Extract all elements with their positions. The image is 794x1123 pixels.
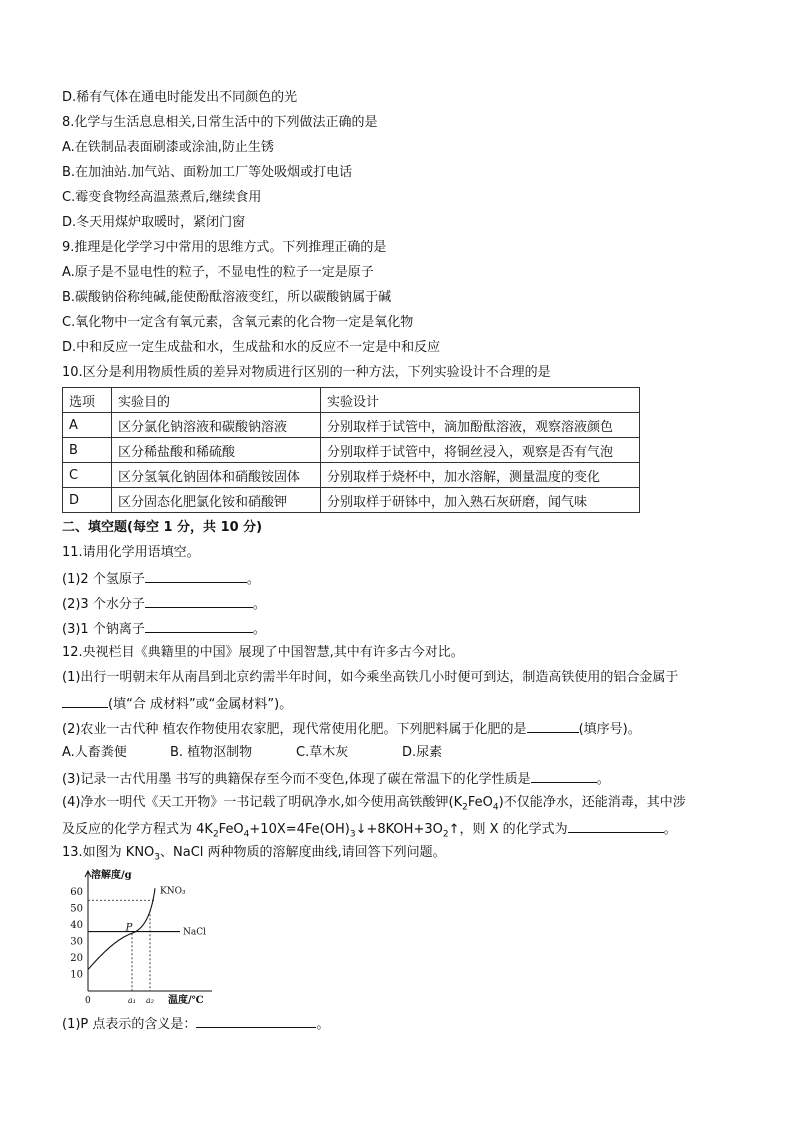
experiment-table [62, 387, 640, 513]
q12-part1-line2: (填“合 成材料”或“金属材料”)。 [62, 693, 292, 715]
q12-part4-line1: (4)净水一明代《天工开物》一书记载了明矾净水,如今使用高铁酸钾$(K_2FeO_4)$不仅能净水，还能消毒，其中涉 [62, 795, 686, 813]
q9-option-c: C.氧化物中一定含有氧元素，含氧元素的化合物一定是氧化物 [62, 315, 414, 330]
option-d: D.尿素 [402, 745, 443, 760]
solubility-chart [62, 868, 232, 1008]
q9-stem: 9.推理是化学学习中常用的思维方式。下列推理正确的是 [62, 240, 387, 255]
table-cell: 区分氯化钠溶液和碳酸钠溶液 [112, 413, 321, 438]
q12-stem: 12.央视栏目《典籍里的中国》展现了中国智慧,其中有许多古今对比。 [62, 645, 464, 660]
y-tick-label: 10 [70, 969, 83, 981]
header-design: 实验设计 [321, 388, 640, 413]
answer-blank [196, 1013, 316, 1028]
q9-option-d: D.中和反应一定生成盐和水，生成盐和水的反应不一定是中和反应 [62, 340, 441, 355]
q8-stem: 8.化学与生活息息相关,日常生活中的下列做法正确的是 [62, 115, 378, 130]
answer-blank [568, 818, 664, 833]
table-row [63, 463, 640, 488]
q12-part3: (3)记录一古代用墨 书写的典籍保存至今而不变色,体现了碳在常温下的化学性质是 。 [62, 768, 610, 790]
q8-option-c: C.霉变食物经高温蒸煮后,继续食用 [62, 190, 262, 205]
header-purpose: 实验目的 [112, 388, 321, 413]
table-cell: A [63, 413, 112, 438]
table-cell: B [63, 438, 112, 463]
q13-part1: (1)P 点表示的含义是： 。 [62, 1013, 329, 1035]
kno3-series-label: KNO₃ [160, 886, 186, 897]
table-cell: 分别取样于试管中，将铜丝浸入，观察是否有气泡 [321, 438, 640, 463]
table-cell: 区分固态化肥氯化铵和硝酸钾 [112, 488, 321, 513]
q12-part2: (2)农业一古代种 植农作物使用农家肥，现代常使用化肥。下列肥料属于化肥的是 (填序号)。 [62, 718, 641, 740]
q9-option-a: A.原子是不显电性的粒子，不显电性的粒子一定是原子 [62, 265, 374, 280]
y-axis-label: 溶解度/g [91, 870, 132, 881]
point-p-label: P [125, 922, 133, 934]
answer-blank [531, 768, 597, 783]
x-tick-label: a₂ [146, 996, 154, 1005]
q11-part2: (2)3 个水分子 。 [62, 593, 266, 615]
q7-option-d: D.稀有气体在通电时能发出不同颜色的光 [62, 90, 298, 105]
q11-part3: (3)1 个钠离子 。 [62, 618, 266, 640]
option-a: A.人畜粪便 [62, 745, 127, 760]
q11-part1: (1)2 个氢原子 。 [62, 568, 260, 590]
q8-option-b: B.在加油站.加气站、面粉加工厂等处吸烟或打电话 [62, 165, 353, 180]
q8-option-a: A.在铁制品表面刷漆或涂油,防止生锈 [62, 140, 274, 155]
x-tick-label: a₁ [128, 996, 136, 1005]
answer-blank [62, 693, 108, 708]
y-tick-label: 30 [70, 936, 83, 948]
x-tick-label: 0 [85, 996, 91, 1006]
q12-options [62, 743, 442, 763]
table-cell: 区分氢氧化钠固体和硝酸铵固体 [112, 463, 321, 488]
q10-stem: 10.区分是利用物质性质的差异对物质进行区别的一种方法，下列实验设计不合理的是 [62, 365, 551, 380]
answer-blank [145, 568, 247, 583]
table-row [63, 488, 640, 513]
table-cell: 分别取样于烧杯中，加水溶解，测量温度的变化 [321, 463, 640, 488]
x-axis-label: 温度/℃ [168, 995, 204, 1006]
table-row [63, 413, 640, 438]
answer-blank [145, 618, 253, 633]
q12-part4-line2: 及反应的化学方程式为 $4K_2FeO_4+10X=4Fe(OH)_3↓+8KOH+3O_2↑$，则 X 的化学式为 。 [62, 818, 677, 845]
table-cell: C [63, 463, 112, 488]
table-cell: 分别取样于研钵中，加入熟石灰研磨，闻气味 [321, 488, 640, 513]
table-cell: D [63, 488, 112, 513]
q8-option-d: D.冬天用煤炉取暖时，紧闭门窗 [62, 215, 246, 230]
option-c: C.草木灰 [296, 745, 349, 760]
q12-part1-line1: (1)出行一明朝末年从南昌到北京约需半年时间，如今乘坐高铁几小时便可到达，制造高铁使用的铝合金属于 [62, 670, 679, 685]
q9-option-b: B.碳酸钠俗称纯碱,能使酚酞溶液变红，所以碳酸钠属于碱 [62, 290, 392, 305]
table-header-row [63, 388, 640, 413]
y-tick-label: 50 [70, 903, 83, 915]
table-cell: 分别取样于试管中，滴加酚酞溶液，观察溶液颜色 [321, 413, 640, 438]
table-row [63, 438, 640, 463]
option-b: B. 植物沤制物 [170, 745, 253, 760]
answer-blank [527, 718, 579, 733]
table-cell: 区分稀盐酸和稀硫酸 [112, 438, 321, 463]
y-tick-label: 20 [70, 953, 83, 964]
header-option: 选项 [63, 388, 112, 413]
section-heading: 二、填空题(每空 1 分，共 10 分) [62, 520, 263, 535]
y-tick-label: 40 [70, 920, 83, 931]
y-tick-label: 60 [70, 887, 83, 898]
q13-stem: 13.如图为 $KNO_3$、NaCl 两种物质的溶解度曲线,请回答下列问题。 [62, 845, 446, 863]
q11-stem: 11.请用化学用语填空。 [62, 545, 200, 560]
nacl-series-label: NaCl [183, 927, 207, 938]
answer-blank [145, 593, 253, 608]
